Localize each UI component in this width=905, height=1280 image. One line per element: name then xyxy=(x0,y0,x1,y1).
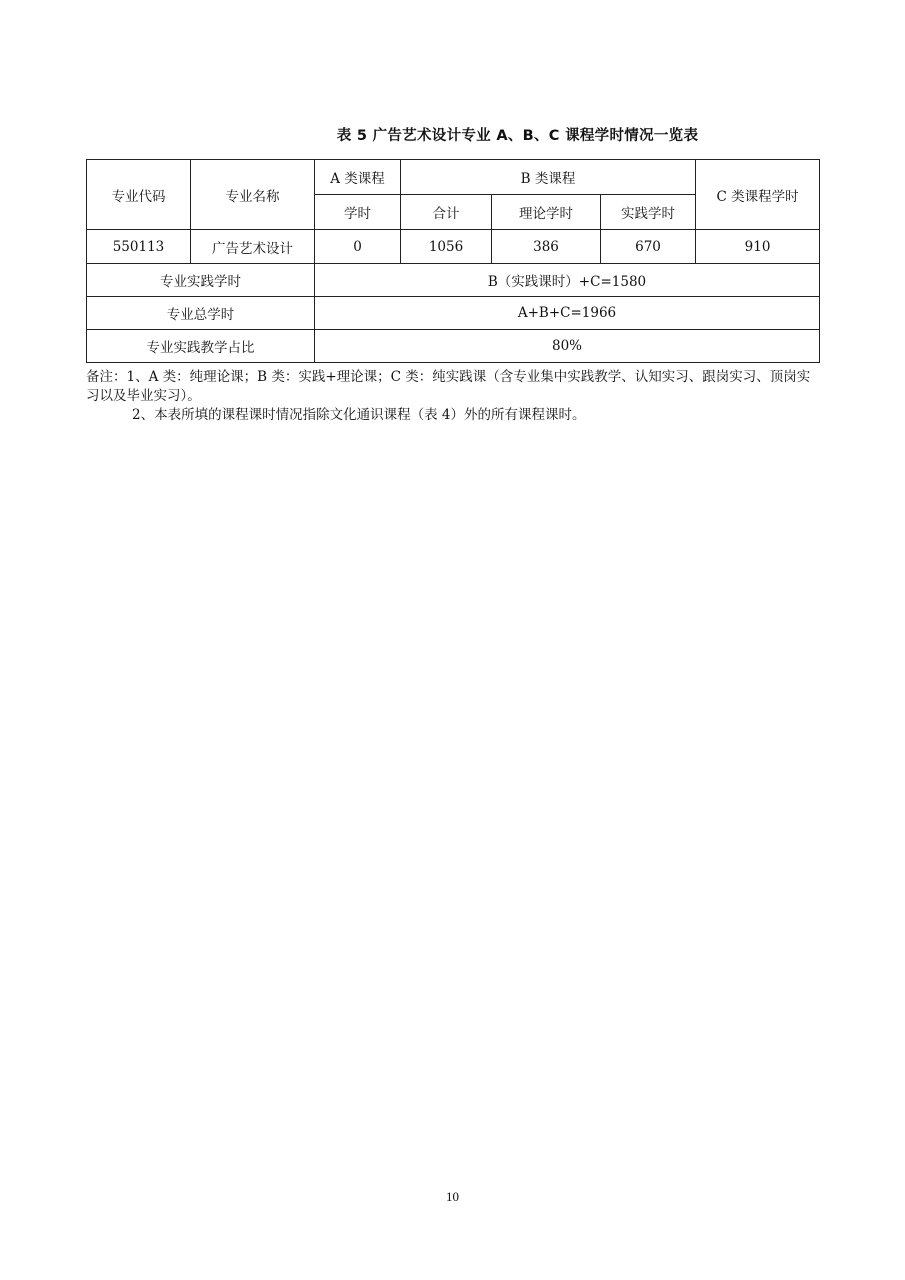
header-name: 专业名称 xyxy=(191,160,315,230)
course-hours-table xyxy=(86,159,820,363)
summary-row-practice xyxy=(87,264,820,297)
header-b-practice: 实践学时 xyxy=(601,195,696,230)
header-a-line2: 学时 xyxy=(315,195,401,230)
header-row-1 xyxy=(87,160,820,195)
summary-label: 专业实践学时 xyxy=(87,264,315,297)
summary-value: A+B+C=1966 xyxy=(315,297,820,330)
cell-name: 广告艺术设计 xyxy=(191,230,315,264)
note-line-1: 备注：1、A 类：纯理论课；B 类：实践+理论课；C 类：纯实践课（含专业集中实践教学、认知实习、跟岗实习、顶岗实习以及毕业实习）。 xyxy=(86,369,811,404)
summary-label: 专业实践教学占比 xyxy=(87,330,315,363)
cell-a: 0 xyxy=(315,230,401,264)
cell-c: 910 xyxy=(696,230,820,264)
header-code: 专业代码 xyxy=(87,160,191,230)
summary-row-ratio xyxy=(87,330,820,363)
table-notes xyxy=(86,368,821,425)
header-c-hours: C 类课程学时 xyxy=(696,160,820,230)
header-a-line1: A 类课程 xyxy=(315,160,401,195)
cell-b-practice: 670 xyxy=(601,230,696,264)
summary-label: 专业总学时 xyxy=(87,297,315,330)
summary-row-total xyxy=(87,297,820,330)
header-b-theory: 理论学时 xyxy=(492,195,601,230)
table-title-text: 表 5 广告艺术设计专业 A、B、C 课程学时情况一览表 xyxy=(336,128,699,144)
table-title xyxy=(0,124,905,145)
summary-value: 80% xyxy=(315,330,820,363)
cell-code: 550113 xyxy=(87,230,191,264)
header-b-group: B 类课程 xyxy=(401,160,696,195)
summary-value: B（实践课时）+C=1580 xyxy=(315,264,820,297)
cell-b-total: 1056 xyxy=(401,230,492,264)
cell-b-theory: 386 xyxy=(492,230,601,264)
note-line-2: 2、本表所填的课程课时情况指除文化通识课程（表 4）外的所有课程课时。 xyxy=(132,407,586,423)
header-b-total: 合计 xyxy=(401,195,492,230)
table-row xyxy=(87,230,820,264)
page-number: 10 xyxy=(446,1189,459,1204)
